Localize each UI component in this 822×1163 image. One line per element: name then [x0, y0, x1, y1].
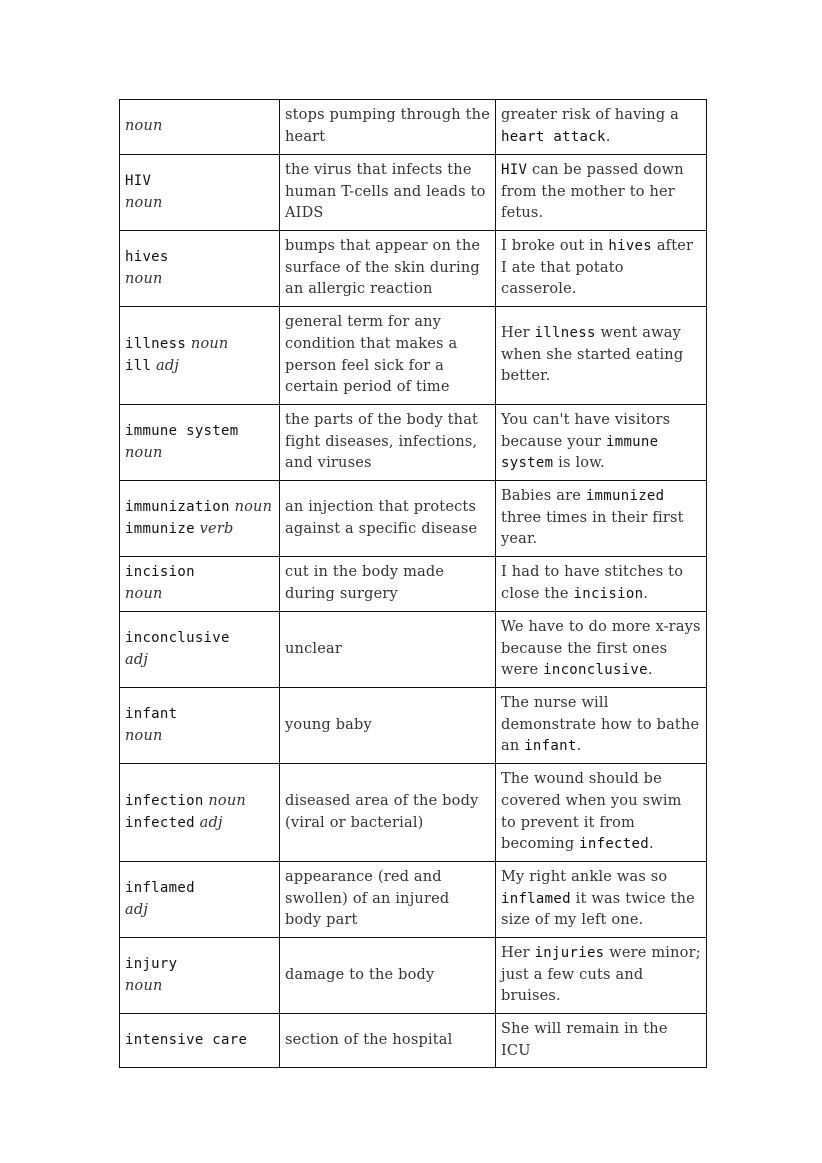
term-word: immunization: [125, 498, 230, 515]
definition-cell: unclear: [280, 612, 496, 688]
example-cell: [496, 612, 707, 688]
term-cell: [120, 231, 280, 307]
term-cell: [120, 155, 280, 231]
definition-cell: young baby: [280, 688, 496, 764]
table-row: [120, 405, 707, 481]
example-text: .: [648, 836, 654, 853]
example-text: went away when she started eating better.: [501, 325, 684, 385]
term-word: immunize: [125, 520, 195, 537]
part-of-speech: noun: [125, 270, 163, 287]
part-of-speech: noun: [234, 498, 273, 515]
definition-cell: an injection that protects against a specific disease: [280, 481, 496, 557]
part-of-speech: noun: [125, 194, 163, 211]
example-text: My right ankle was so: [501, 869, 668, 886]
part-of-speech: noun: [125, 586, 163, 602]
definition-cell: section of the hospital: [280, 1014, 496, 1068]
example-cell: [496, 688, 707, 764]
term-line: [125, 247, 274, 269]
table-row: [120, 862, 707, 938]
term-line: [125, 356, 274, 378]
example-cell: [496, 938, 707, 1014]
table-row: [120, 557, 707, 612]
term-word: hives: [125, 248, 169, 265]
term-cell: [120, 481, 280, 557]
term-word: immune system: [125, 422, 239, 439]
example-text: You can't have visitors because your: [501, 412, 671, 450]
definition-cell: cut in the body made during surgery: [280, 557, 496, 612]
example-keyword: infected: [579, 836, 649, 853]
term-line: [125, 443, 274, 465]
example-text: three times in their first year.: [501, 509, 684, 548]
table-row: [120, 764, 707, 862]
term-word: illness: [125, 335, 187, 352]
example-keyword: hives: [608, 238, 653, 255]
term-cell: [120, 100, 280, 155]
example-keyword: illness: [534, 325, 596, 342]
term-line: [125, 193, 274, 215]
table-row: [120, 231, 707, 307]
term-word: injury: [125, 955, 178, 972]
term-line: [125, 628, 274, 650]
term-line: [125, 497, 274, 519]
example-keyword: infant: [524, 738, 577, 755]
example-keyword: incision: [573, 586, 644, 602]
term-cell: [120, 307, 280, 405]
example-text: .: [605, 129, 611, 145]
part-of-speech: noun: [190, 335, 229, 352]
example-cell: [496, 307, 707, 405]
term-word: infant: [125, 705, 178, 722]
part-of-speech: verb: [199, 520, 234, 537]
part-of-speech: adj: [125, 651, 149, 668]
example-cell: [496, 481, 707, 557]
glossary-table: [119, 99, 707, 1068]
definition-cell: diseased area of the body (viral or bacterial): [280, 764, 496, 862]
example-text: it was twice the size of my left one.: [501, 890, 695, 929]
term-cell: [120, 938, 280, 1014]
example-text: .: [643, 586, 649, 602]
example-text: can be passed down from the mother to her fetus.: [501, 162, 684, 222]
example-text: were minor; just a few cuts and bruises.: [501, 945, 701, 1005]
term-cell: [120, 557, 280, 612]
part-of-speech: noun: [125, 444, 163, 461]
term-line: [125, 562, 274, 584]
example-text: I had to have stitches to close the: [501, 564, 684, 602]
term-cell: [120, 862, 280, 938]
example-keyword: inflamed: [501, 890, 571, 907]
term-line: [125, 1030, 274, 1052]
example-keyword: inconclusive: [543, 662, 648, 679]
definition-cell: bumps that appear on the surface of the skin during an allergic reaction: [280, 231, 496, 307]
term-line: [125, 704, 274, 726]
example-keyword: heart attack: [501, 129, 606, 145]
table-row: [120, 100, 707, 155]
example-text: Babies are: [501, 488, 586, 505]
example-text: is low.: [553, 455, 605, 472]
example-text: We have to do more x-rays because the first ones were: [501, 619, 701, 679]
term-line: [125, 726, 274, 748]
glossary-body: [120, 100, 707, 1068]
part-of-speech: noun: [208, 792, 246, 809]
term-line: [125, 584, 274, 606]
term-word: inflamed: [125, 879, 195, 896]
example-text: I broke out in: [501, 238, 609, 255]
example-cell: [496, 764, 707, 862]
example-text: .: [576, 738, 582, 755]
example-keyword: injuries: [534, 945, 605, 962]
term-word: ill: [125, 357, 152, 374]
example-cell: [496, 405, 707, 481]
term-line: [125, 813, 274, 835]
table-row: [120, 938, 707, 1014]
term-line: [125, 334, 274, 356]
term-word: inconclusive: [125, 629, 230, 646]
example-cell: [496, 557, 707, 612]
term-cell: [120, 688, 280, 764]
part-of-speech: adj: [125, 901, 149, 918]
table-row: [120, 481, 707, 557]
example-text: .: [647, 662, 653, 679]
example-keyword: immune system: [501, 433, 659, 472]
term-line: [125, 519, 274, 541]
part-of-speech: adj: [156, 357, 180, 374]
part-of-speech: adj: [199, 814, 223, 831]
example-keyword: HIV: [501, 162, 528, 179]
term-word: infected: [125, 814, 195, 831]
definition-cell: the virus that infects the human T-cells and leads to AIDS: [280, 155, 496, 231]
term-line: [125, 976, 274, 998]
example-text: greater risk of having a: [501, 107, 679, 124]
term-line: [125, 954, 274, 976]
term-word: HIV: [125, 172, 152, 189]
table-row: [120, 155, 707, 231]
term-line: [125, 791, 274, 813]
part-of-speech: noun: [125, 118, 163, 135]
example-text: Her: [501, 945, 535, 962]
example-cell: [496, 862, 707, 938]
example-text: She will remain in the ICU: [501, 1021, 668, 1059]
term-word: infection: [125, 792, 204, 809]
term-line: [125, 878, 274, 900]
term-line: [125, 269, 274, 291]
table-row: [120, 1014, 707, 1068]
term-cell: [120, 764, 280, 862]
definition-cell: appearance (red and swollen) of an injured body part: [280, 862, 496, 938]
example-cell: [496, 231, 707, 307]
example-keyword: immunized: [585, 488, 665, 505]
term-line: [125, 421, 274, 443]
example-text: The nurse will demonstrate how to bathe an: [501, 695, 700, 755]
definition-cell: general term for any condition that makes a person feel sick for a certain period of time: [280, 307, 496, 405]
example-cell: [496, 100, 707, 155]
term-word: incision: [125, 564, 195, 581]
part-of-speech: noun: [125, 727, 163, 744]
table-row: [120, 307, 707, 405]
definition-cell: stops pumping through the heart: [280, 100, 496, 155]
table-row: [120, 612, 707, 688]
part-of-speech: noun: [125, 977, 163, 994]
term-line: [125, 171, 274, 193]
term-word: intensive care: [125, 1031, 248, 1048]
example-cell: [496, 1014, 707, 1068]
example-text: after I ate that potato casserole.: [501, 238, 694, 298]
definition-cell: the parts of the body that fight diseases, infections, and viruses: [280, 405, 496, 481]
term-cell: [120, 612, 280, 688]
term-cell: [120, 1014, 280, 1068]
example-text: The wound should be covered when you swim to prevent it from becoming: [501, 771, 682, 853]
term-line: [125, 650, 274, 672]
definition-cell: damage to the body: [280, 938, 496, 1014]
term-cell: [120, 405, 280, 481]
term-line: [125, 116, 274, 138]
table-row: [120, 688, 707, 764]
term-line: [125, 900, 274, 922]
example-cell: [496, 155, 707, 231]
example-text: Her: [501, 325, 535, 342]
